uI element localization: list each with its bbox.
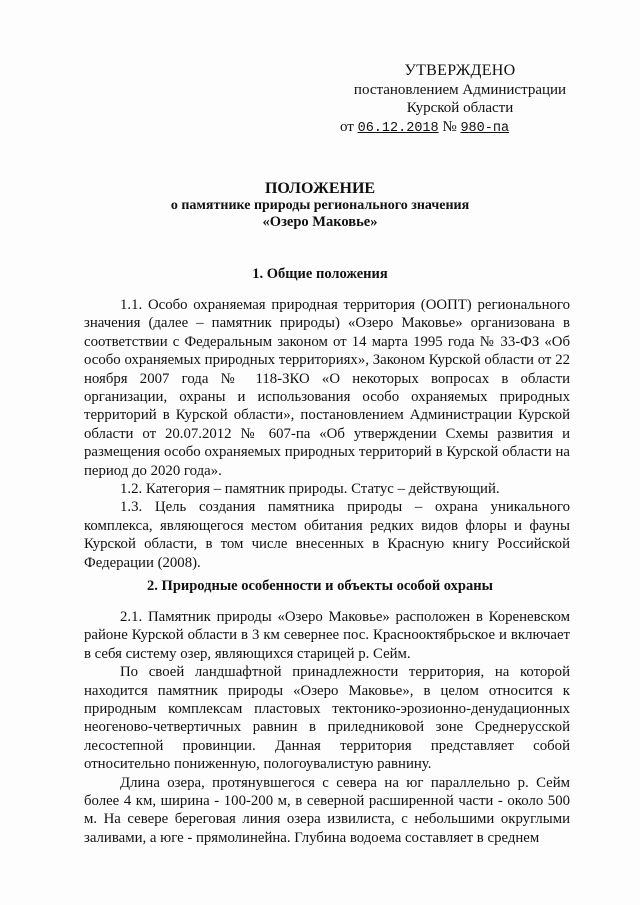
approval-number: 980-па bbox=[460, 120, 510, 136]
section-2-body bbox=[84, 608, 570, 847]
approval-title: УТВЕРЖДЕНО bbox=[404, 62, 516, 79]
approval-line-2: Курской области bbox=[406, 100, 514, 116]
document-title bbox=[0, 180, 640, 231]
approval-date: 06.12.2018 bbox=[357, 120, 439, 136]
title-line-1: ПОЛОЖЕНИЕ bbox=[264, 180, 376, 197]
approval-stamp bbox=[330, 62, 590, 138]
title-line-3: «Озеро Маковье» bbox=[262, 214, 378, 230]
title-line-2: о памятнике природы регионального значения bbox=[170, 198, 470, 213]
section-2-paragraph: 2.1. Памятник природы «Озеро Маковье» расположен в Кореневском районе Курской области в 3 км севернее пос. Краснооктябрьское и включает в себя систему озер, являющихся старицей р. Сейм. bbox=[84, 609, 570, 662]
section-1-paragraph: 1.1. Особо охраняемая природная территория (ООПТ) регионального значения (далее – памятник природы) «Озеро Маковье» организована в соответствии с Федеральным законом от 14 марта 1995 года № 33-ФЗ «Об особо охраняемых природных территориях», Законом Курской области от 22 ноября 2007 года № 118-ЗКО «О некоторых вопросах в области организации, охраны и использования особо охраняемых природных территорий в Курской области», постановлением Администрации Курской области от 20.07.2012 № 607-па «Об утверждении Схемы развития и размещения особо охраняемых природных территорий в Курской области на период до 2020 года». bbox=[84, 297, 570, 479]
section-1-paragraph: 1.2. Категория – памятник природы. Статус – действующий. bbox=[120, 481, 500, 498]
section-2-paragraph: По своей ландшафтной принадлежности территория, на которой находится памятник природы «Озеро Маковье», в целом относится к природным комплексам пластовых тектонико-эрозионно-денудационных неогеново-четвертичных равнин в приледниковой зоне Среднерусской лесостепной провинции. Данная территория представляет собой относительно пониженную, пологоувалистую равнину. bbox=[84, 664, 570, 773]
section-1-paragraph: 1.3. Цель создания памятника природы – охрана уникального комплекса, являющегося местом обитания редких видов флоры и фауны Курской области, в том числе внесенных в Красную книгу Российской Федерации (2008). bbox=[84, 499, 570, 571]
approval-date-prefix: от bbox=[340, 118, 354, 135]
approval-line-1: постановлением Администрации bbox=[353, 81, 567, 98]
approval-number-sign: № bbox=[442, 118, 457, 135]
approval-date-line bbox=[330, 118, 590, 139]
section-1-body bbox=[84, 296, 570, 572]
section-1-heading: 1. Общие положения bbox=[252, 266, 388, 282]
section-2-paragraph: Длина озера, протянувшегося с севера на юг параллельно р. Сейм более 4 км, ширина - 100-200 м, в северной расширенной части - около 500 м. На севере береговая линия озера извилиста, с небольшими округлыми заливами, а юге - прямолинейна. Глубина водоема составляет в среднем bbox=[84, 774, 570, 846]
section-2-heading: 2. Природные особенности и объекты особой охраны bbox=[147, 578, 493, 594]
